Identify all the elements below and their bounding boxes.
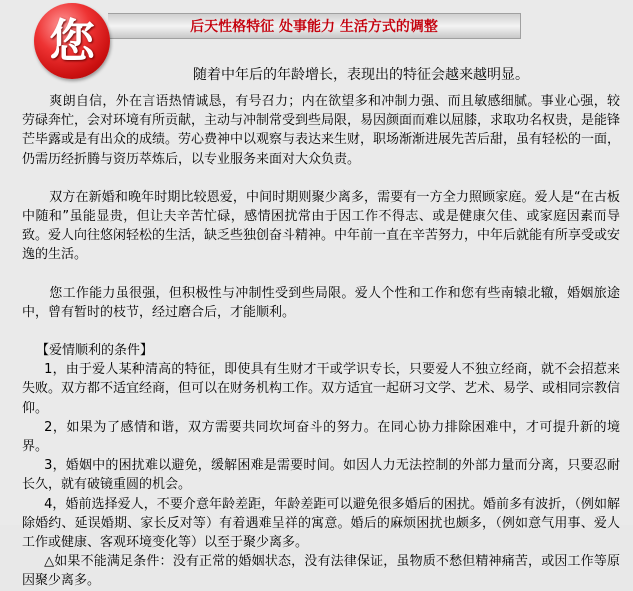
emblem-character: 您 [49, 14, 95, 68]
title-bar [108, 13, 521, 39]
subtitle: 随着中年后的年龄增长，表现出的特征会越来越明显。 [193, 67, 529, 83]
paragraph-marriage: 双方在新婚和晚年时期比较恩爱，中间时期则聚少离多，需要有一方全力照顾家庭。爱人是“在古板中随和”虽能显贵，但让夫辛苦忙碌，感情困扰常由于因工作不得志、或是健康欠佳、或家庭因素而导致。爱人向往悠闲轻松的生活，缺乏些独创奋斗精神。中年前一直在辛苦努力，中年后就能有所享受或安逸的生活。 [22, 189, 621, 263]
page-title: 后天性格特征 处事能力 生活方式的调整 [190, 19, 438, 35]
condition-item: 2，如果为了感情和谐，双方需要共同坎坷奋斗的努力。在同心协力排除困难中，才可提升新的境界。 [22, 419, 620, 455]
condition-item-unmet: △如果不能满足条件：没有正常的婚姻状态，没有法律保证，虽物质不愁但精神痛苦，或因工作等原因聚少离多。 [22, 554, 620, 589]
emblem-badge [34, 3, 110, 79]
header [0, 0, 633, 83]
condition-item: 1，由于爱人某种清高的特征，即使具有生财才干或学识专长，只要爱人不独立经商，就不会招惹来失败。双方都不适宜经商，但可以在财务机构工作。双方适宜一起研习文学、艺术、易学、或相同宗教信仰。 [22, 362, 621, 416]
conditions-title: 【爱情顺利的条件】 [36, 343, 154, 359]
paragraph-personality: 爽朗自信，外在言语热情诚恳，有号召力；内在欲望多和冲制力强、而且敏感细腻。事业心强，较劳碌奔忙，会对环境有所贡献，主动与冲制常受到些局限，易因颜面而难以屈膝，求取功名权贵，是能锋芒毕露或是有出众的成绩。劳心费神中以观察与表达来生财，职场渐渐进展先苦后甜，虽有轻松的一面，仍需历经折腾与资历萃炼后，以专业服务来面对大众负责。 [22, 94, 621, 167]
content [22, 92, 620, 591]
condition-item: 3，婚姻中的困扰难以避免，缓解困难是需要时间。如因人力无法控制的外部力量而分离，只要忍耐长久，就有破镜重圆的机会。 [22, 458, 620, 493]
paragraph-work: 您工作能力虽很强，但积极性与冲制性受到些局限。爱人个性和工作和您有些南辕北辙，婚姻旅途中，曾有暂时的枝节，经过磨合后，才能顺利。 [22, 285, 620, 320]
condition-item: 4，婚前选择爱人，不要介意年龄差距，年龄差距可以避免很多婚后的困扰。婚前多有波折，（例如解除婚约、延误婚期、家长反对等）有着遇难呈祥的寓意。婚后的麻烦困扰也颇多，（例如意气用事、爱人工作或健康、客观环境变化等）以至于聚少离多。 [22, 496, 620, 551]
